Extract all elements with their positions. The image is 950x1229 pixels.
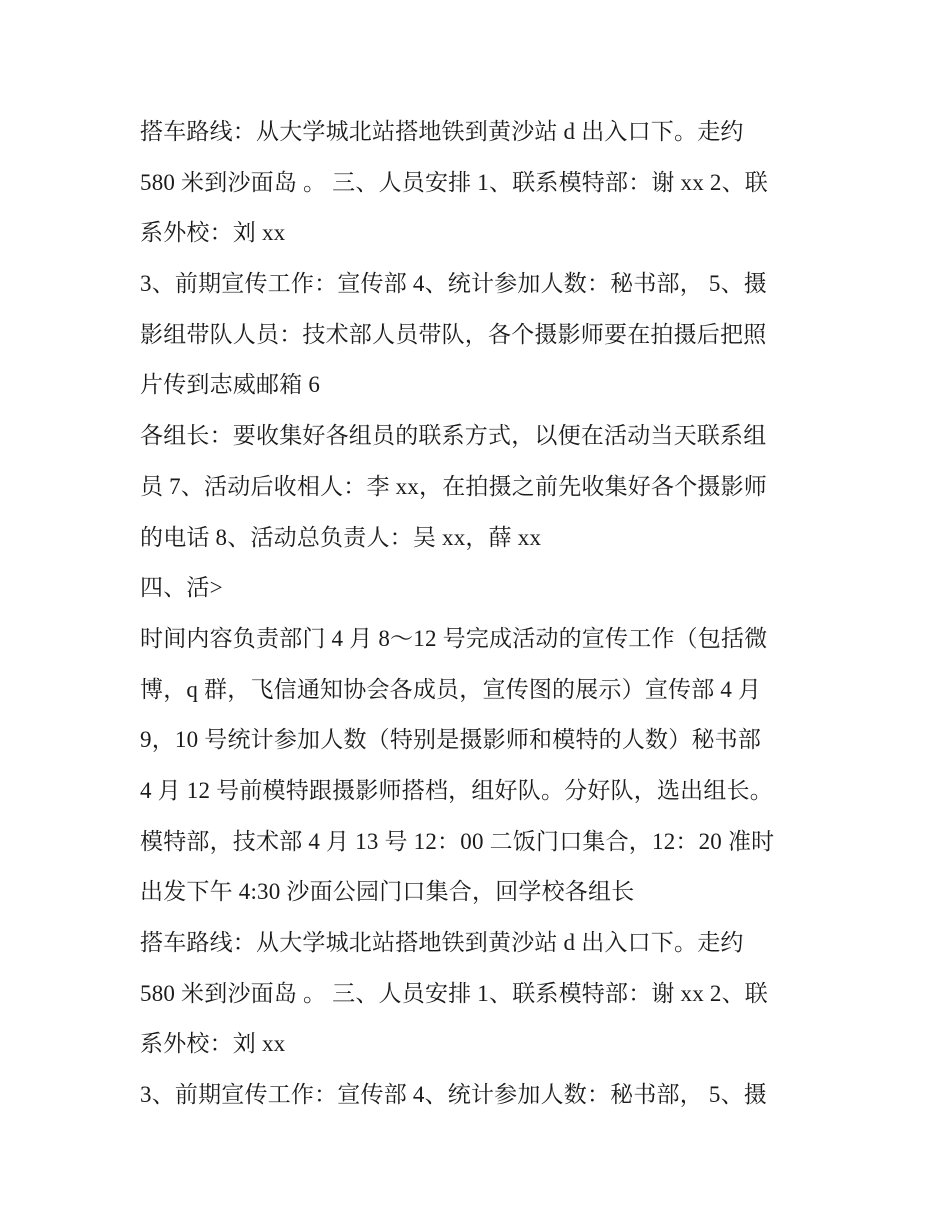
text-line: 3、前期宣传工作：宣传部 4、统计参加人数：秘书部， 5、摄 (140, 1082, 767, 1108)
text-line: 时间内容负责部门 4 月 8～12 号完成活动的宣传工作（包括微 (140, 625, 768, 651)
text-line: 580 米到沙面岛 。 三、人员安排 1、联系模特部：谢 xx 2、联 (140, 169, 768, 195)
text-line: 片传到志威邮箱 6 (140, 372, 321, 398)
document-body (140, 107, 820, 1121)
text-line: 的电话 8、活动总负责人：吴 xx，薛 xx (140, 524, 542, 550)
text-line: 四、活> (140, 575, 223, 601)
text-line: 9，10 号统计参加人数（特别是摄影师和模特的人数）秘书部 (140, 727, 762, 753)
text-line: 搭车路线：从大学城北站搭地铁到黄沙站 d 出入口下。走约 (140, 930, 744, 955)
text-line: 员 7、活动后收相人：李 xx，在拍摄之前先收集好各个摄影师 (140, 473, 767, 499)
text-line: 搭车路线：从大学城北站搭地铁到黄沙站 d 出入口下。走约 (140, 119, 744, 144)
text-line: 580 米到沙面岛 。 三、人员安排 1、联系模特部：谢 xx 2、联 (140, 980, 768, 1006)
text-line: 系外校：刘 xx (140, 1031, 286, 1057)
text-line: 4 月 12 号前模特跟摄影师搭档，组好队。分好队，选出组长。 (140, 777, 773, 803)
text-line: 博，q 群，飞信通知协会各成员，宣传图的展示）宣传部 4 月 (140, 676, 762, 702)
text-line: 出发下午 4:30 沙面公园门口集合，回学校各组长 (140, 879, 635, 905)
text-line: 模特部，技术部 4 月 13 号 12：00 二饭门口集合，12：20 准时 (140, 828, 775, 854)
text-line: 各组长：要收集好各组员的联系方式，以便在活动当天联系组 (140, 423, 767, 449)
text-line: 系外校：刘 xx (140, 220, 286, 246)
text-line: 3、前期宣传工作：宣传部 4、统计参加人数：秘书部， 5、摄 (140, 271, 767, 297)
text-line: 影组带队人员：技术部人员带队，各个摄影师要在拍摄后把照 (140, 321, 767, 347)
